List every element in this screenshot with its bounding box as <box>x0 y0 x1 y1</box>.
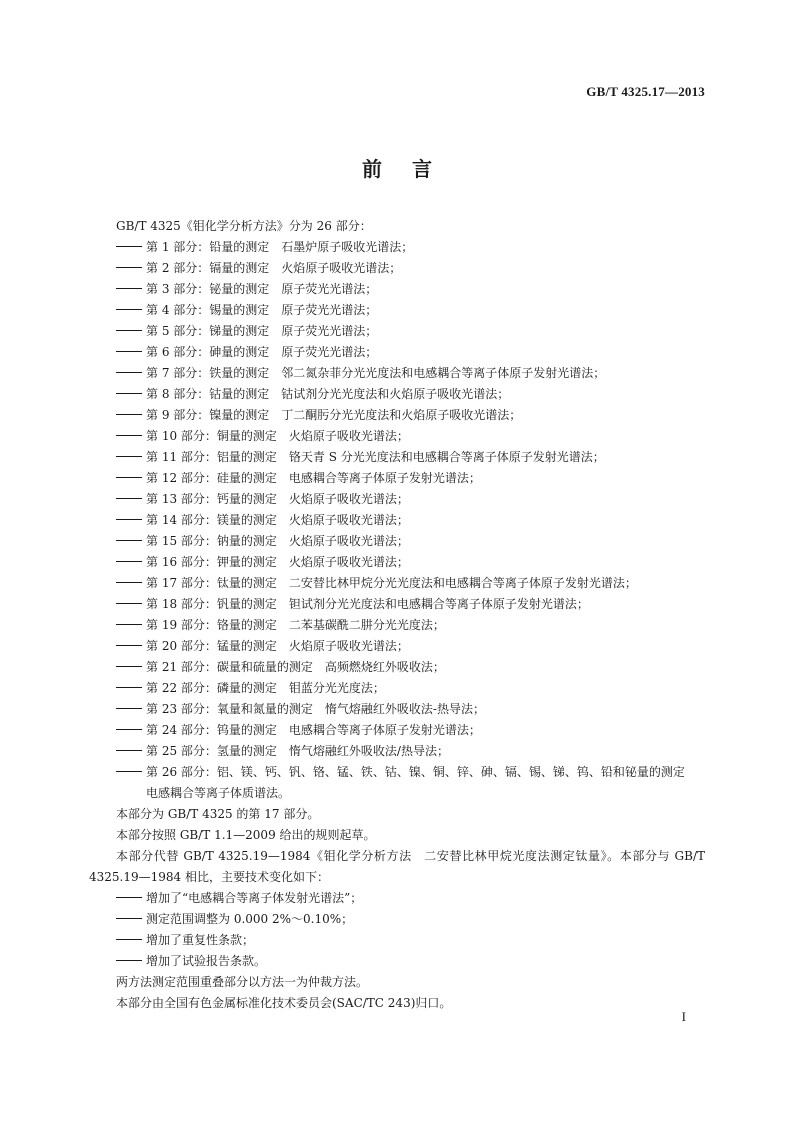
list-item: 第 14 部分：镁量的测定 火焰原子吸收光谱法； <box>89 510 705 531</box>
dash-marker <box>116 603 142 604</box>
list-item: 增加了试验报告条款。 <box>89 951 705 972</box>
list-item: 第 15 部分：钠量的测定 火焰原子吸收光谱法； <box>89 531 705 552</box>
dash-marker <box>116 330 142 331</box>
list-item: 第 13 部分：钙量的测定 火焰原子吸收光谱法； <box>89 489 705 510</box>
dash-marker <box>116 288 142 289</box>
list-item: 第 22 部分：磷量的测定 钼蓝分光光度法； <box>89 678 705 699</box>
list-item: 第 6 部分：砷量的测定 原子荧光光谱法； <box>89 342 705 363</box>
list-item: 增加了重复性条款； <box>89 930 705 951</box>
list-item: 第 24 部分：钨量的测定 电感耦合等离子体原子发射光谱法； <box>89 720 705 741</box>
dash-marker <box>116 960 142 961</box>
dash-marker <box>116 750 142 751</box>
list-item: 第 8 部分：钴量的测定 钴试剂分光光度法和火焰原子吸收光谱法； <box>89 384 705 405</box>
dash-marker <box>116 561 142 562</box>
document-body <box>89 216 705 1014</box>
dash-marker <box>116 519 142 520</box>
dash-marker <box>116 687 142 688</box>
list-item: 第 5 部分：锑量的测定 原子荧光光谱法； <box>89 321 705 342</box>
list-item: 第 19 部分：铬量的测定 二苯基碳酰二肼分光光度法； <box>89 615 705 636</box>
intro-paragraph: GB/T 4325《钼化学分析方法》分为 26 部分： <box>116 219 372 233</box>
dash-marker <box>116 351 142 352</box>
list-item: 第 21 部分：碳量和硫量的测定 高频燃烧红外吸收法； <box>89 657 705 678</box>
dash-marker <box>116 771 142 772</box>
dash-marker <box>116 393 142 394</box>
list-item: 第 11 部分：铝量的测定 铬天青 S 分光光度法和电感耦合等离子体原子发射光谱法； <box>89 447 705 468</box>
list-item: 第 7 部分：铁量的测定 邻二氮杂菲分光光度法和电感耦合等离子体原子发射光谱法； <box>89 363 705 384</box>
list-item: 增加了“电感耦合等离子体发射光谱法”； <box>89 888 705 909</box>
list-item: 第 23 部分：氧量和氮量的测定 惰气熔融红外吸收法-热导法； <box>89 699 705 720</box>
dash-marker <box>116 372 142 373</box>
list-item: 第 16 部分：钾量的测定 火焰原子吸收光谱法； <box>89 552 705 573</box>
list-item: 第 3 部分：铋量的测定 原子荧光光谱法； <box>89 279 705 300</box>
page-number: I <box>681 1009 686 1024</box>
dash-marker <box>116 624 142 625</box>
dash-marker <box>116 477 142 478</box>
dash-marker <box>116 435 142 436</box>
list-item: 第 4 部分：锡量的测定 原子荧光光谱法； <box>89 300 705 321</box>
standard-code: GB/T 4325.17—2013 <box>586 84 705 99</box>
dash-marker <box>116 246 142 247</box>
dash-marker <box>116 939 142 940</box>
dash-marker <box>116 666 142 667</box>
list-item: 第 18 部分：钒量的测定 钽试剂分光光度法和电感耦合等离子体原子发射光谱法； <box>89 594 705 615</box>
page-title: 前言 <box>362 157 462 181</box>
list-item: 测定范围调整为 0.000 2%～0.10%； <box>89 909 705 930</box>
drafted-paragraph: 本部分按照 GB/T 1.1—2009 给出的规则起草。 <box>116 828 376 842</box>
dash-marker <box>116 309 142 310</box>
dash-marker <box>116 498 142 499</box>
list-item: 第 20 部分：锰量的测定 火焰原子吸收光谱法； <box>89 636 705 657</box>
dash-marker <box>116 582 142 583</box>
dash-marker <box>116 729 142 730</box>
arbitration-paragraph: 两方法测定范围重叠部分以方法一为仲裁方法。 <box>116 975 369 989</box>
dash-marker <box>116 414 142 415</box>
list-item: 第 25 部分：氢量的测定 惰气熔融红外吸收法/热导法； <box>89 741 705 762</box>
dash-marker <box>116 540 142 541</box>
list-item: 第 26 部分：铝、镁、钙、钒、铬、锰、铁、钴、镍、铜、锌、砷、镉、锡、锑、钨、铅和铋量的测定 电感耦合等离子体质谱法。 <box>89 762 705 804</box>
replaces-paragraph: 本部分代替 GB/T 4325.19—1984《钼化学分析方法 二安替比林甲烷光度法测定钛量》。本部分与 GB/T 4325.19—1984 相比，主要技术变化如下： <box>89 849 705 884</box>
dash-marker <box>116 897 142 898</box>
dash-marker <box>116 645 142 646</box>
list-item: 第 10 部分：铜量的测定 火焰原子吸收光谱法； <box>89 426 705 447</box>
list-item: 第 1 部分：铅量的测定 石墨炉原子吸收光谱法； <box>89 237 705 258</box>
list-item: 第 17 部分：钛量的测定 二安替比林甲烷分光光度法和电感耦合等离子体原子发射光谱法； <box>89 573 705 594</box>
dash-marker <box>116 708 142 709</box>
committee-paragraph: 本部分由全国有色金属标准化技术委员会(SAC/TC 243)归口。 <box>116 996 452 1010</box>
changes-list <box>89 888 705 972</box>
dash-marker <box>116 267 142 268</box>
list-item: 第 9 部分：镍量的测定 丁二酮肟分光光度法和火焰原子吸收光谱法； <box>89 405 705 426</box>
parts-list <box>89 237 705 804</box>
part-of-paragraph: 本部分为 GB/T 4325 的第 17 部分。 <box>116 807 320 821</box>
dash-marker <box>116 456 142 457</box>
list-item: 第 12 部分：硅量的测定 电感耦合等离子体原子发射光谱法； <box>89 468 705 489</box>
list-item: 第 2 部分：镉量的测定 火焰原子吸收光谱法； <box>89 258 705 279</box>
dash-marker <box>116 918 142 919</box>
